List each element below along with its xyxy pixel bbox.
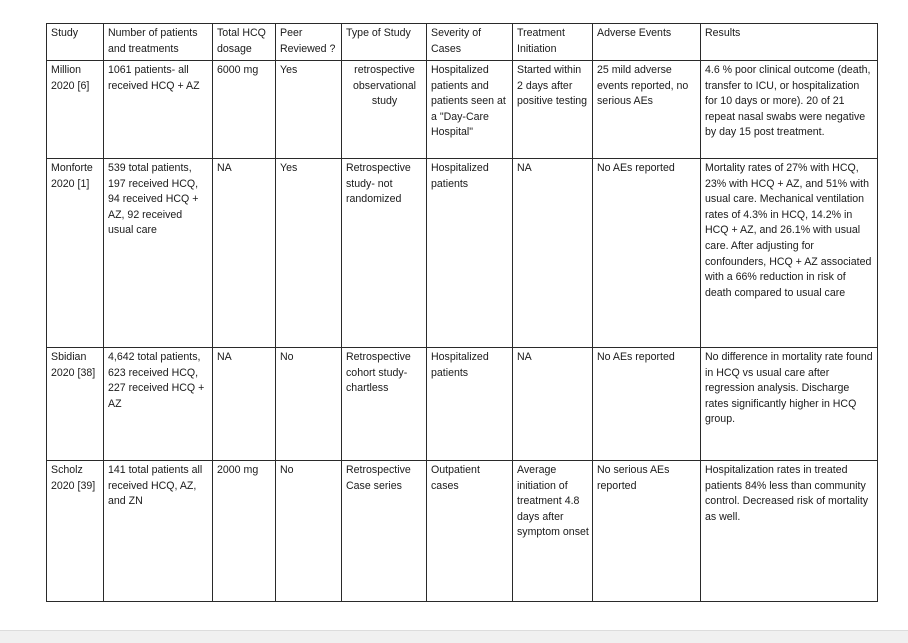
cell-type-of-study: retrospective observational study (342, 61, 427, 159)
cell-treatment-initiation: Average initiation of treatment 4.8 days after symptom onset (513, 461, 593, 602)
header-treatment-initiation: Treatment Initiation (513, 24, 593, 61)
cell-type-of-study: Retrospective cohort study- chartless (342, 348, 427, 461)
table-row (47, 159, 878, 348)
header-results: Results (701, 24, 878, 61)
cell-adverse-events: No AEs reported (593, 348, 701, 461)
header-peer-reviewed: Peer Reviewed ? (276, 24, 342, 61)
cell-treatment-initiation: Started within 2 days after positive testing (513, 61, 593, 159)
studies-table (46, 23, 878, 602)
cell-peer-reviewed: Yes (276, 61, 342, 159)
header-severity-of-cases: Severity of Cases (427, 24, 513, 61)
cell-results: No difference in mortality rate found in HCQ vs usual care after regression analysis. Discharge rates significantly higher in HCQ group. (701, 348, 878, 461)
cell-patients: 4,642 total patients, 623 received HCQ, 227 received HCQ + AZ (104, 348, 213, 461)
cell-patients: 141 total patients all received HCQ, AZ, and ZN (104, 461, 213, 602)
table-row (47, 461, 878, 602)
cell-severity: Hospitalized patients (427, 159, 513, 348)
header-total-hcq-dosage: Total HCQ dosage (213, 24, 276, 61)
cell-adverse-events: No serious AEs reported (593, 461, 701, 602)
cell-peer-reviewed: No (276, 348, 342, 461)
cell-study: Monforte 2020 [1] (47, 159, 104, 348)
cell-peer-reviewed: Yes (276, 159, 342, 348)
table-row (47, 61, 878, 159)
cell-severity: Outpatient cases (427, 461, 513, 602)
cell-treatment-initiation: NA (513, 348, 593, 461)
header-number-of-patients: Number of patients and treatments (104, 24, 213, 61)
header-study: Study (47, 24, 104, 61)
cell-adverse-events: No AEs reported (593, 159, 701, 348)
header-row (47, 24, 878, 61)
cell-adverse-events: 25 mild adverse events reported, no serious AEs (593, 61, 701, 159)
cell-dosage: 2000 mg (213, 461, 276, 602)
header-adverse-events: Adverse Events (593, 24, 701, 61)
cell-results: 4.6 % poor clinical outcome (death, transfer to ICU, or hospitalization for 10 days or more). 20 of 21 repeat nasal swabs were negative by day 15 post treatment. (701, 61, 878, 159)
cell-study: Scholz 2020 [39] (47, 461, 104, 602)
cell-severity: Hospitalized patients and patients seen at a "Day-Care Hospital" (427, 61, 513, 159)
page-bottom-edge (0, 630, 908, 643)
cell-study: Sbidian 2020 [38] (47, 348, 104, 461)
cell-patients: 1061 patients- all received HCQ + AZ (104, 61, 213, 159)
cell-peer-reviewed: No (276, 461, 342, 602)
table-row (47, 348, 878, 461)
cell-patients: 539 total patients, 197 received HCQ, 94 received HCQ + AZ, 92 received usual care (104, 159, 213, 348)
cell-results: Hospitalization rates in treated patients 84% less than community control. Decreased risk of mortality as well. (701, 461, 878, 602)
cell-type-of-study: Retrospective Case series (342, 461, 427, 602)
header-type-of-study: Type of Study (342, 24, 427, 61)
cell-severity: Hospitalized patients (427, 348, 513, 461)
cell-study: Million 2020 [6] (47, 61, 104, 159)
cell-results: Mortality rates of 27% with HCQ, 23% with HCQ + AZ, and 51% with usual care. Mechanical ventilation rates of 4.3% in HCQ, 14.2% in HCQ + AZ, and 26.1% with usual care. After adjusting for confounders, HCQ + AZ associated with a 66% reduction in risk of death compared to usual care (701, 159, 878, 348)
cell-type-of-study: Retrospective study- not randomized (342, 159, 427, 348)
cell-treatment-initiation: NA (513, 159, 593, 348)
cell-dosage: NA (213, 348, 276, 461)
cell-dosage: NA (213, 159, 276, 348)
cell-dosage: 6000 mg (213, 61, 276, 159)
